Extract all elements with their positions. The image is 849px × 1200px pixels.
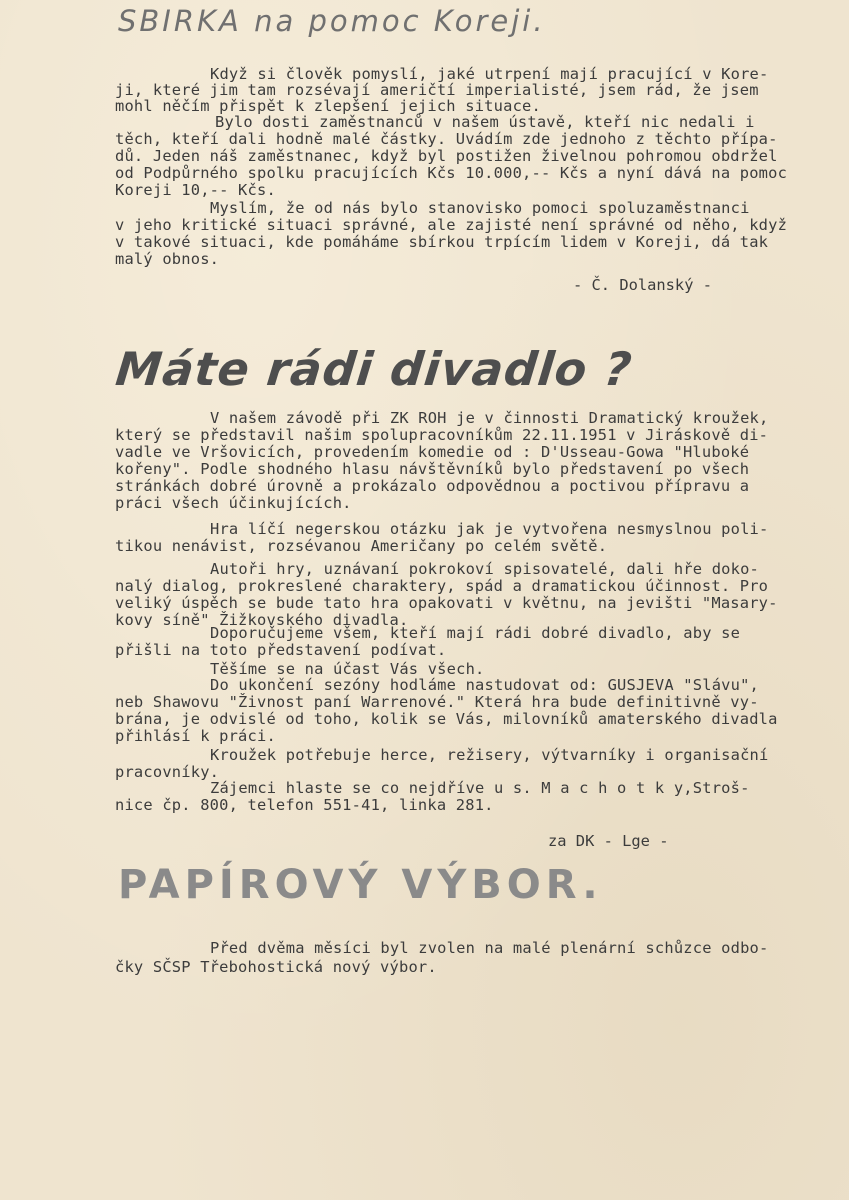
article1-line: od Podpůrného spolku pracujících Kčs 10.000,-- Kčs a nyní dává na pomoc	[115, 164, 788, 182]
article1-line: Koreji 10,-- Kčs.	[115, 181, 276, 199]
article2-line: stránkách dobré úrovně a prokázalo odpovědnou a poctivou přípravu a	[115, 477, 750, 495]
article1-line: ji, které jim tam rozsévají američtí imperialisté, jsem rád, že jsem	[115, 81, 759, 99]
article2-line: tikou nenávist, rozsévanou Američany po celém světě.	[115, 537, 608, 555]
heading-divadlo: Máte rádi divadlo ?	[113, 342, 636, 396]
article1-line: malý obnos.	[115, 250, 220, 268]
article2-line: Hra líčí negerskou otázku jak je vytvořena nesmyslnou poli-	[210, 520, 769, 538]
article2-line: nalý dialog, prokreslené charaktery, spád a dramatickou účinnost. Pro	[115, 577, 769, 595]
article1-line: Myslím, že od nás bylo stanovisko pomoci spoluzaměstnanci	[210, 199, 750, 217]
article1-line: dů. Jeden náš zaměstnanec, když byl postižen živelnou pohromou obdržel	[115, 147, 778, 165]
article1-line: Když si člověk pomyslí, jaké utrpení mají pracující v Kore-	[210, 65, 769, 83]
heading-papirovy-vybor: PAPÍROVÝ VÝBOR.	[118, 862, 603, 908]
article2-line: Do ukončení sezóny hodláme nastudovat od: GUSJEVA "Slávu",	[210, 676, 760, 694]
article2-line: vadle ve Vršovicích, provedením komedie od : D'Usseau-Gowa "Hluboké	[115, 443, 750, 461]
article2-line: brána, je odvislé od toho, kolik se Vás, milovníků amaterského divadla	[115, 710, 778, 728]
article2-line: V našem závodě při ZK ROH je v činnosti Dramatický kroužek,	[210, 409, 769, 427]
article2-line: Těšíme se na účast Vás všech.	[210, 660, 485, 678]
article2-line: veliký úspěch se bude tato hra opakovati v květnu, na jevišti "Masary-	[115, 594, 778, 612]
signature-dolansky: - Č. Dolanský -	[573, 276, 712, 294]
article2-line: který se představil našim spolupracovníkům 22.11.1951 v Jiráskově di-	[115, 426, 769, 444]
article2-line: kořeny". Podle shodného hlasu návštěvníků bylo představení po všech	[115, 460, 750, 478]
article3-line: Před dvěma měsíci byl zvolen na malé plenární schůzce odbo-	[210, 939, 769, 957]
signature-dk: za DK - Lge -	[548, 832, 669, 850]
article2-line: nice čp. 800, telefon 551-41, linka 281.	[115, 796, 494, 814]
article1-line: v jeho kritické situaci správné, ale zajisté není správné od něho, když	[115, 216, 788, 234]
heading-sbirka: SBIRKA na pomoc Koreji.	[118, 4, 546, 38]
article2-line: Zájemci hlaste se co nejdříve u s. M a c h o t k y,Stroš-	[210, 779, 750, 797]
article3-line: čky SČSP Třebohostická nový výbor.	[115, 958, 437, 976]
article2-line: přihlásí k práci.	[115, 727, 276, 745]
article2-line: Doporučujeme všem, kteří mají rádi dobré divadlo, aby se	[210, 624, 741, 642]
article1-line: Bylo dosti zaměstnanců v našem ústavě, kteří nic nedali i	[215, 113, 755, 131]
article2-line: kovy síně" Žižkovského divadla.	[115, 611, 409, 629]
article2-line: Autoři hry, uznávaní pokrokoví spisovatelé, dali hře doko-	[210, 560, 760, 578]
article2-line: Kroužek potřebuje herce, režisery, výtvarníky i organisační	[210, 746, 769, 764]
article2-line: přišli na toto představení podívat.	[115, 641, 447, 659]
article1-line: těch, kteří dali hodně malé částky. Uvádím zde jednoho z těchto přípa-	[115, 130, 778, 148]
article2-line: práci všech účinkujících.	[115, 494, 352, 512]
article2-line: neb Shawovu "Živnost paní Warrenové." Která hra bude definitivně vy-	[115, 693, 759, 711]
article1-line: v takové situaci, kde pomáháme sbírkou trpícím lidem v Koreji, dá tak	[115, 233, 769, 251]
article1-line: mohl něčím přispět k zlepšení jejich situace.	[115, 97, 541, 115]
article2-line: pracovníky.	[115, 763, 220, 781]
